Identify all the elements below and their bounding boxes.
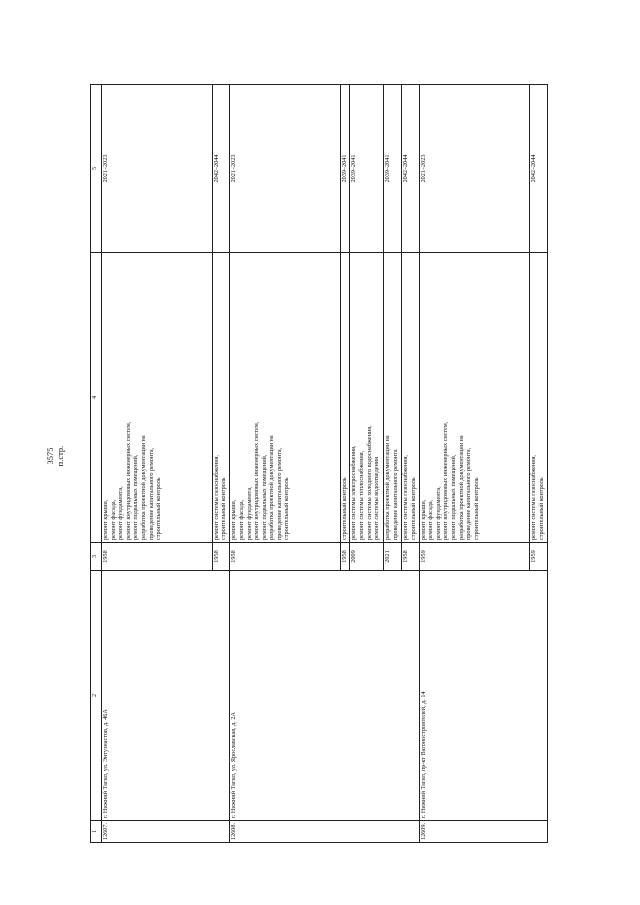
header-row (91, 85, 102, 843)
row-number: 12607. (102, 821, 230, 843)
work-item: разработка проектной документации на (384, 435, 392, 540)
table-body (102, 85, 548, 843)
work-item: разработка проектной документации на (268, 435, 276, 540)
address-cell: г. Нижний Тагил, ул. Энтузиастов, д. 46А (102, 571, 230, 821)
work-item: проведение капитального ремонта, (275, 447, 283, 540)
year-cell: 1958 (212, 543, 230, 571)
address-cell: г. Нижний Тагил, ул. Ярославская, д. 2А (230, 571, 419, 821)
period-cell: 2042–2044 (212, 85, 230, 253)
rotated-sheet (90, 85, 548, 843)
capital-repair-table (90, 84, 548, 843)
year-cell: 2021 (384, 543, 402, 571)
year-cell: 1958 (341, 543, 350, 571)
work-item: разработка проектной документации на (457, 435, 465, 540)
works-cell (341, 253, 350, 543)
header-col-2: 2 (91, 571, 102, 821)
period-cell: 2021–2023 (102, 85, 213, 253)
work-item: ремонт системы водоотведения (373, 457, 381, 540)
work-item: ремонт фасада, (237, 499, 245, 540)
work-item: ремонт подвальных помещений, (260, 454, 268, 540)
work-item: проведение капитального ремонта (392, 449, 400, 540)
table-row (419, 85, 530, 843)
row-number: 12608. (230, 821, 419, 843)
works-cell (212, 253, 230, 543)
works-cell (230, 253, 341, 543)
period-cell: 2039–2041 (384, 85, 402, 253)
header-col-4: 4 (91, 253, 102, 543)
row-number: 12609. (419, 821, 547, 843)
work-item: строительный контроль (537, 477, 545, 540)
page-number-subtitle: п.стр. (55, 445, 65, 467)
works-cell (384, 253, 402, 543)
work-item: ремонт крыши, (419, 499, 427, 540)
period-cell: 2039–2041 (350, 85, 384, 253)
work-item: ремонт фундамента, (117, 486, 125, 540)
work-item: ремонт подвальных помещений, (449, 454, 457, 540)
table-row (102, 85, 213, 843)
table-row (230, 85, 341, 843)
page-number-value: 3575 (45, 447, 55, 465)
works-cell (402, 253, 420, 543)
work-item: ремонт системы электроснабжения, (350, 445, 358, 540)
work-item: ремонт фундамента, (434, 486, 442, 540)
work-item: ремонт системы газоснабжения, (402, 455, 410, 540)
works-cell (530, 253, 548, 543)
year-cell: 1959 (419, 543, 530, 571)
period-cell: 2042–2044 (402, 85, 420, 253)
address-cell: г. Нижний Тагил, пр-кт Вагоностроителей, д. 14 (419, 571, 547, 821)
work-item: ремонт внутридомовых инженерных систем, (442, 421, 450, 540)
work-item: ремонт внутридомовых инженерных систем, (253, 421, 261, 540)
page-number (45, 421, 65, 491)
work-item: ремонт системы холодного водоснабжения, (365, 425, 373, 540)
work-item: строительный контроль (409, 477, 417, 540)
works-cell (350, 253, 384, 543)
works-cell (419, 253, 530, 543)
year-cell: 1958 (102, 543, 213, 571)
work-item: строительный контроль (283, 477, 291, 540)
year-cell: 1958 (230, 543, 341, 571)
period-cell: 2021–2023 (230, 85, 341, 253)
work-item: ремонт системы газоснабжения, (212, 455, 220, 540)
period-cell: 2021–2023 (419, 85, 530, 253)
work-item: ремонт подвальных помещений, (132, 454, 140, 540)
work-item: строительный контроль (220, 477, 228, 540)
period-cell: 2042–2044 (530, 85, 548, 253)
header-col-3: 3 (91, 543, 102, 571)
work-item: строительный контроль (155, 477, 163, 540)
work-item: ремонт крыши, (102, 499, 109, 540)
work-item: ремонт внутридомовых инженерных систем, (124, 421, 132, 540)
work-item: ремонт крыши, (230, 499, 238, 540)
work-item: разработка проектной документации на (139, 435, 147, 540)
work-item: строительный контроль (472, 477, 480, 540)
works-cell (102, 253, 213, 543)
work-item: строительный контроль (341, 477, 349, 540)
year-cell: 2009 (350, 543, 384, 571)
work-item: ремонт системы теплоснабжения, (357, 450, 365, 540)
period-cell: 2039–2041 (341, 85, 350, 253)
work-item: проведение капитального ремонта, (147, 447, 155, 540)
work-item: ремонт фасада, (427, 499, 435, 540)
header-col-5: 5 (91, 85, 102, 253)
work-item: ремонт фасада, (109, 499, 117, 540)
year-cell: 1959 (530, 543, 548, 571)
header-col-1: 1 (91, 821, 102, 843)
work-item: ремонт системы газоснабжения, (530, 455, 538, 540)
work-item: проведение капитального ремонта, (465, 447, 473, 540)
year-cell: 1958 (402, 543, 420, 571)
landscape-table-container (90, 85, 548, 843)
work-item: ремонт фундамента, (245, 486, 253, 540)
